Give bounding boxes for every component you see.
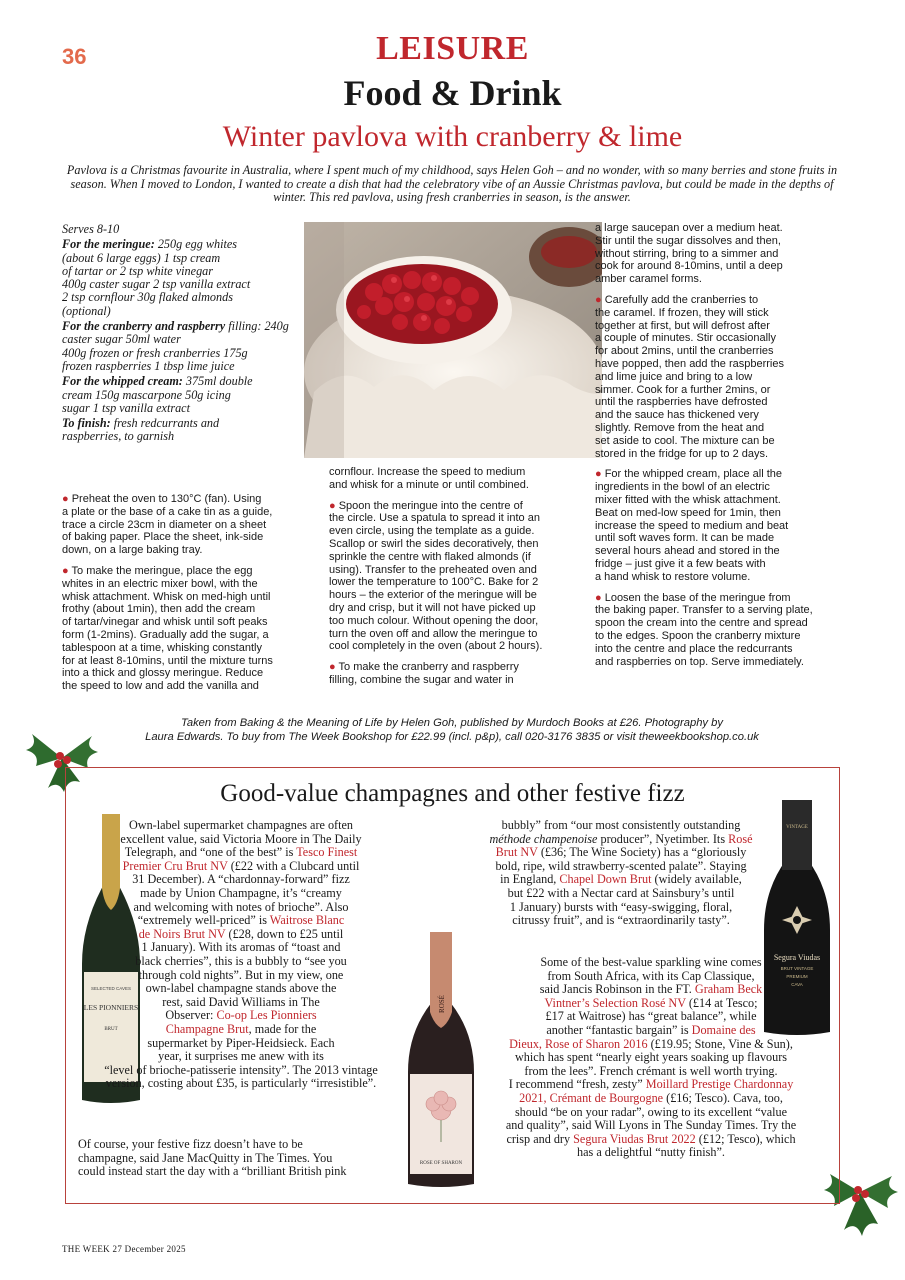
- fizz-line: [76, 941, 406, 955]
- fizz-line: [470, 1010, 832, 1024]
- bullet-icon: ●: [595, 468, 605, 481]
- method-line: increase the speed to medium and beat: [595, 519, 789, 532]
- fizz-line: [76, 969, 406, 983]
- method-line: ingredients in the bowl of an electric: [595, 481, 770, 494]
- text-run: (£28, down to £25 until: [225, 926, 344, 941]
- fizz-line: [76, 873, 406, 887]
- fizz-line: [470, 1078, 832, 1092]
- ingredient-line: For the meringue: 250g egg whites: [62, 237, 238, 252]
- method-line: using). Transfer to the preheated oven and: [329, 563, 537, 576]
- method-line: of tartar/vinegar and whisk until soft peaks: [62, 616, 268, 629]
- ingredient-line: raspberries, to garnish: [62, 429, 175, 444]
- method-line: tablespoon at a time, whisking constantly: [62, 641, 262, 654]
- fizz-line: could instead start the day with a “brilliant British pink: [78, 1164, 347, 1179]
- method-line: ● Carefully add the cranberries to: [595, 293, 759, 306]
- fizz-line: [470, 1051, 832, 1065]
- fizz-line: [76, 901, 406, 915]
- fizz-line: [76, 1077, 406, 1091]
- method-line: set aside to cool. The mixture can be: [595, 434, 775, 447]
- ingredient-line: 400g frozen or fresh cranberries 175g: [62, 345, 248, 360]
- method-line: several hours ahead and stored in the: [595, 545, 780, 558]
- text-run: excellent value, said Victoria Moore in The Daily: [120, 831, 362, 846]
- fizz-line: [470, 1106, 832, 1120]
- wine-name: Brut NV: [495, 845, 538, 860]
- method-line: form (1-2mins). Gradually add the sugar, a: [62, 628, 269, 641]
- ingredients-block: [62, 223, 294, 446]
- wine-name: Domaine des: [691, 1022, 756, 1037]
- fizz-line: [76, 982, 406, 996]
- method-line: together at first, but will defrost after: [595, 319, 770, 332]
- ingredient-line: For the cranberry and raspberry filling: 240g caster sugar 50ml water: [62, 319, 289, 347]
- serves-line: Serves 8-10: [62, 222, 120, 236]
- fizz-line: [76, 1009, 406, 1023]
- method-line: a plate or the base of a cake tin as a guide,: [62, 505, 273, 518]
- method-line: spoon the cream into the centre and spread: [595, 617, 808, 630]
- method-paragraph: [595, 592, 847, 669]
- pionniers-brut-label: BRUT: [104, 1027, 118, 1032]
- method-line: filling, combine the sugar and water in: [329, 673, 514, 686]
- method-line: even circle, using the template as a guide.: [329, 525, 535, 538]
- fizz-title: Good-value champagnes and other festive fizz: [220, 780, 685, 807]
- method-line: and the sauce has thickened very: [595, 409, 759, 422]
- text-run: , made for the: [248, 1021, 317, 1036]
- ingredient-line: (about 6 large eggs) 1 tsp cream: [62, 250, 221, 265]
- fizz-line: [76, 1037, 406, 1051]
- bullet-icon: ●: [329, 661, 339, 674]
- wine-name: 2021, Crémant de Bourgogne: [519, 1090, 664, 1105]
- italic-text: méthode champenoise: [489, 831, 598, 846]
- method-line: down, on a large baking tray.: [62, 544, 203, 557]
- text-run: 31 December). A “chardonnay-forward” fizz: [132, 872, 350, 887]
- text-run: supermarket by Piper-Heidsieck. Each: [147, 1035, 335, 1050]
- fizz-line: [76, 860, 406, 874]
- method-line: whites in an electric mixer bowl, with the: [62, 577, 258, 590]
- wine-name: Tesco Finest: [296, 845, 358, 860]
- text-run: citrussy fruit”, and is “extraordinarily tasty”.: [512, 913, 730, 928]
- ingredient-heading: For the cranberry and raspberry: [62, 319, 229, 334]
- method-line: cook for around 8-10mins, until a deep: [595, 260, 783, 273]
- method-line: Stir until the sugar dissolves and then,: [595, 234, 781, 247]
- text-run: version, costing about £35, is particularly “irresistible”.: [105, 1076, 377, 1091]
- wine-name: Waitrose Blanc: [269, 913, 345, 928]
- text-run: should “be on your radar”, owing to its excellent “value: [514, 1104, 788, 1119]
- method-paragraph: [329, 466, 579, 492]
- method-line: of baking paper. Place the sheet, ink-side: [62, 531, 264, 544]
- fizz-line: [470, 1119, 832, 1133]
- method-line: frothy (about 1min), then add the cream: [62, 603, 256, 616]
- fizz-line: [470, 1038, 832, 1052]
- ingredient-list: [62, 238, 294, 443]
- fizz-line: [470, 1133, 832, 1147]
- page-number: 36: [62, 44, 87, 69]
- text-run: another “fantastic bargain” is: [546, 1022, 692, 1037]
- wine-name: Chapel Down Brut: [559, 872, 652, 887]
- method-line: ● To make the cranberry and raspberry: [329, 661, 519, 674]
- text-run: from the lees”. French crémant is well worth trying.: [524, 1063, 778, 1078]
- fizz-line: [76, 833, 406, 847]
- method-line: the speed to low and add the vanilla and: [62, 680, 259, 693]
- rose-label: ROSE OF SHARON: [419, 1161, 463, 1166]
- text-run: (£36; The Wine Society) has a “gloriously: [537, 845, 747, 860]
- text-run: (£16; Tesco). Cava, too,: [663, 1090, 783, 1105]
- fizz-line: [76, 928, 406, 942]
- text-run: (£22 with a Clubcard until: [227, 858, 360, 873]
- method-line: until the raspberries have defrosted: [595, 396, 768, 409]
- method-line: the caramel. If frozen, they will stick: [595, 306, 769, 319]
- wine-name: Segura Viudas Brut 2022: [573, 1131, 696, 1146]
- method-line: sprinkle the centre with flaked almonds (if: [329, 550, 531, 563]
- method-line: into a thick and glossy meringue. Reduce: [62, 667, 264, 680]
- method-line: cornflour. Increase the speed to medium: [329, 466, 526, 478]
- method-line: mixer fitted with the whisk attachment.: [595, 493, 781, 506]
- wine-name: Moillard Prestige Chardonnay: [645, 1077, 794, 1092]
- wine-name: de Noirs Brut NV: [138, 926, 226, 941]
- method-line: ● To make the meringue, place the egg: [62, 564, 253, 577]
- method-line: without stirring, bring to a simmer and: [595, 247, 779, 260]
- recipe-title: Winter pavlova with cranberry & lime: [222, 120, 683, 153]
- method-line: dry and crisp, but it will not have picked up: [329, 601, 536, 614]
- pionniers-small-label: SELECTED CAVES: [91, 986, 131, 991]
- text-run: but £22 with a Nectar card at Sainsbury’s until: [507, 885, 735, 900]
- fizz-line: [456, 901, 786, 915]
- method-line: for about 2mins, until the cranberries: [595, 345, 774, 358]
- segura-sub-label: BRUT VINTAGE: [780, 966, 814, 971]
- method-paragraph: [329, 500, 579, 654]
- method-line: simmer. Cook for a further 2mins, or: [595, 383, 771, 396]
- ingredient-line: of tartar or 2 tsp white vinegar: [62, 263, 213, 278]
- method-line: ● For the whipped cream, place all the: [595, 468, 783, 481]
- method-line: Scallop or swirl the sides decoratively, then: [329, 537, 539, 550]
- fizz-line: [470, 983, 832, 997]
- method-line: stored in the fridge for up to 2 days.: [595, 447, 769, 460]
- text-run: 1 January). With its aromas of “toast and: [141, 940, 341, 955]
- method-paragraph: [595, 468, 847, 583]
- method-line: to the edges. Spoon the cranberry mixture: [595, 629, 801, 642]
- ingredient-line: 2 tsp cornflour 30g flaked almonds: [62, 290, 233, 305]
- fizz-line: Of course, your festive fizz doesn’t have to be: [78, 1137, 303, 1151]
- method-line: amber caramel forms.: [595, 273, 702, 286]
- method-line: have popped, then add the raspberries: [595, 357, 784, 370]
- ingredient-line: (optional): [62, 303, 111, 318]
- subsection-title: Food & Drink: [343, 73, 562, 113]
- text-run: 1 January) bursts with “easy-swigging, floral,: [509, 899, 733, 914]
- fizz-line: [470, 1092, 832, 1106]
- text-run: Own-label supermarket champagnes are often: [128, 818, 354, 832]
- method-line: and lime juice and bring to a low: [595, 370, 753, 383]
- ingredient-heading: For the whipped cream:: [62, 374, 186, 389]
- method-column-1: [62, 493, 294, 701]
- wine-name: Dieux, Rose of Sharon 2016: [509, 1036, 648, 1051]
- fizz-line: [470, 970, 832, 984]
- bullet-icon: ●: [62, 564, 72, 577]
- fizz-line: [456, 873, 786, 887]
- ingredient-line: For the whipped cream: 375ml double: [62, 374, 253, 389]
- text-run: through cold nights”. But in my view, one: [138, 967, 344, 982]
- method-line: ● Loosen the base of the meringue from: [595, 591, 791, 604]
- text-run: (£19.95; Stone, Vine & Sun),: [647, 1036, 793, 1051]
- method-paragraph: [595, 222, 847, 286]
- segura-name-label: Segura Viudas: [773, 953, 821, 962]
- ingredient-line: frozen raspberries 1 tbsp lime juice: [62, 358, 235, 373]
- segura-sub2-label: PREMIUM: [786, 974, 808, 979]
- method-line: into the centre and place the redcurrants: [595, 642, 793, 655]
- fizz-line: [470, 997, 832, 1011]
- method-paragraph: [329, 661, 579, 687]
- bullet-icon: ●: [595, 591, 605, 604]
- fizz-line: [470, 1065, 832, 1079]
- fizz-line: [76, 846, 406, 860]
- ingredient-group: [62, 320, 294, 373]
- ingredient-line: cream 150g mascarpone 50g icing: [62, 387, 231, 402]
- text-run: “extremely well-priced” is: [137, 913, 270, 928]
- method-column-2: [329, 466, 579, 695]
- fizz-line: [456, 846, 786, 860]
- text-run: I recommend “fresh, zesty”: [508, 1077, 646, 1092]
- text-run: (£12; Tesco), which: [695, 1131, 796, 1146]
- text-run: £17 at Waitrose) has “great balance”, while: [545, 1009, 757, 1024]
- method-line: hours – the exterior of the meringue will be: [329, 589, 537, 602]
- text-run: said Jancis Robinson in the FT.: [539, 982, 695, 997]
- fizz-left-paragraph-1: [76, 819, 406, 1091]
- fizz-left-paragraph-2: [78, 1138, 408, 1179]
- method-line: and raspberries on top. Serve immediately.: [595, 655, 804, 668]
- pionniers-name-label: LES PIONNIERS: [83, 1003, 139, 1012]
- method-line: and whisk for a minute or until combined.: [329, 478, 529, 491]
- wine-name: Co-op Les Pionniers: [216, 1008, 317, 1023]
- fizz-line: [470, 1024, 832, 1038]
- fizz-line: [76, 887, 406, 901]
- ingredient-group: [62, 238, 294, 318]
- text-run: Observer:: [165, 1008, 217, 1023]
- ingredient-heading: For the meringue:: [62, 237, 158, 252]
- fizz-line: [76, 819, 406, 833]
- fizz-line: [456, 914, 786, 928]
- wine-name: Premier Cru Brut NV: [122, 858, 228, 873]
- fizz-line: [76, 914, 406, 928]
- fizz-line: [456, 833, 786, 847]
- text-run: has a delightful “nutty finish”.: [577, 1145, 725, 1160]
- method-paragraph: [62, 493, 294, 557]
- method-line: cool completely in the oven (about 2 hours).: [329, 640, 543, 653]
- rose-neck-label: ROSÉ: [438, 995, 446, 1013]
- method-line: the baking paper. Transfer to a serving plate,: [595, 604, 813, 617]
- ingredient-group: [62, 417, 294, 444]
- book-credit: [62, 716, 842, 744]
- method-line: until soft waves form. It can be made: [595, 532, 775, 545]
- ingredient-heading: To finish:: [62, 416, 114, 431]
- fizz-line: [470, 956, 832, 970]
- credit-line-1: Taken from Baking & the Meaning of Life by Helen Goh, published by Murdoch Books at £26. Photography by: [181, 717, 723, 729]
- method-line: lower the temperature to 100°C. Bake for 2: [329, 576, 539, 589]
- ingredient-group: [62, 375, 294, 415]
- bullet-icon: ●: [595, 293, 605, 306]
- method-line: the circle. Use a spatula to spread it into an: [329, 512, 540, 525]
- pavlova-photo: [304, 222, 602, 458]
- text-run: bold, ripe, wild strawberry-scented palate”. Staying: [495, 858, 747, 873]
- fizz-line: [456, 819, 786, 833]
- fizz-line: [76, 1023, 406, 1037]
- fizz-right-paragraph-1: [456, 819, 786, 928]
- section-title: LEISURE: [376, 30, 529, 67]
- text-run: in England,: [500, 872, 560, 887]
- text-run: made by Union Champagne, it’s “creamy: [140, 885, 342, 900]
- text-run: crisp and dry: [506, 1131, 574, 1146]
- method-paragraph: [62, 565, 294, 693]
- method-line: ● Spoon the meringue into the centre of: [329, 499, 523, 512]
- rose-of-sharon-bottle: [404, 932, 478, 1190]
- wine-name: Vintner’s Selection Rosé NV: [544, 995, 686, 1010]
- text-run: Telegraph, and “one of the best” is: [124, 845, 297, 860]
- method-line: ● Preheat the oven to 130°C (fan). Using: [62, 493, 262, 505]
- footer: THE WEEK 27 December 2025: [62, 1244, 186, 1254]
- credit-line-2: Laura Edwards. To buy from The Week Bookshop for £22.99 (incl. p&p), call 020-3176 3835 or visit theweekbookshop.co.uk: [145, 731, 759, 743]
- text-run: (£14 at Tesco;: [685, 995, 758, 1010]
- text-run: Some of the best-value sparkling wine comes: [540, 955, 762, 969]
- method-column-3: [595, 222, 847, 676]
- segura-sub3-label: CAVA: [791, 982, 803, 987]
- ingredient-line: To finish: fresh redcurrants and: [62, 416, 220, 431]
- segura-neck-label: VINTAGE: [786, 825, 808, 830]
- method-line: whisk attachment. Whisk on med-high until: [62, 590, 271, 603]
- fizz-line: [76, 1064, 406, 1078]
- method-line: slightly. Remove from the heat and: [595, 421, 765, 434]
- method-paragraph: [595, 294, 847, 460]
- text-run: “level of brioche-patisserie intensity”. The 2013 vintage: [104, 1062, 378, 1077]
- method-line: trace a circle 23cm in diameter on a sheet: [62, 518, 267, 531]
- text-run: own-label champagne stands above the: [145, 981, 337, 996]
- bullet-icon: ●: [62, 493, 72, 505]
- text-run: which has spent “nearly eight years soaking up flavours: [514, 1050, 788, 1065]
- text-run: (widely available,: [651, 872, 742, 887]
- method-line: Beat on med-low speed for 1min, then: [595, 506, 781, 519]
- fizz-right-paragraph-2: [470, 956, 832, 1160]
- fizz-line: [76, 1050, 406, 1064]
- bullet-icon: ●: [329, 499, 339, 512]
- text-run: and quality”, said Will Lyons in The Sunday Times. Try the: [505, 1118, 797, 1133]
- method-line: fridge – just give it a few beats with: [595, 557, 766, 570]
- text-run: producer”, Nyetimber. Its: [597, 831, 729, 846]
- wine-name: Rosé: [728, 831, 753, 846]
- fizz-line: [76, 996, 406, 1010]
- fizz-line: [76, 955, 406, 969]
- fizz-line: [470, 1146, 832, 1160]
- method-line: turn the oven off and allow the meringue to: [329, 627, 538, 640]
- text-run: from South Africa, with its Cap Classique,: [547, 968, 755, 983]
- text-run: black cherries”, this is a bubbly to “see you: [135, 953, 347, 968]
- fizz-line: champagne, said Jane MacQuitty in The Times. You: [78, 1150, 333, 1165]
- text-run: bubbly” from “our most consistently outstanding: [501, 818, 741, 832]
- method-line: for at least 8-10mins, until the mixture turns: [62, 654, 273, 667]
- fizz-line: [456, 887, 786, 901]
- fizz-line: [456, 860, 786, 874]
- wine-name: Champagne Brut: [165, 1021, 249, 1036]
- text-run: rest, said David Williams in The: [162, 994, 320, 1009]
- text-run: year, it surprises me anew with its: [158, 1049, 324, 1064]
- method-line: a hand whisk to restore volume.: [595, 570, 751, 583]
- text-run: and welcoming with notes of brioche”. Also: [133, 899, 349, 914]
- ingredient-line: 400g caster sugar 2 tsp vanilla extract: [62, 277, 251, 292]
- method-line: a couple of minutes. Stir occasionally: [595, 332, 776, 345]
- method-line: too much colour. Without opening the door,: [329, 614, 539, 627]
- method-line: a large saucepan over a medium heat.: [595, 222, 783, 234]
- wine-name: Graham Beck: [694, 982, 763, 997]
- ingredient-line: sugar 1 tsp vanilla extract: [62, 400, 190, 415]
- recipe-intro: Pavlova is a Christmas favourite in Australia, where I spent much of my childhood, says Helen Goh – and no wonder, with so many berries and stone fruits in season. When I moved to London, I wanted to create a dish that had the celebratory vibe of an Aussie Christmas pavlova, but could be made in the depths of winter. This red pavlova, using fresh cranberries in season, is the answer.: [66, 163, 838, 204]
